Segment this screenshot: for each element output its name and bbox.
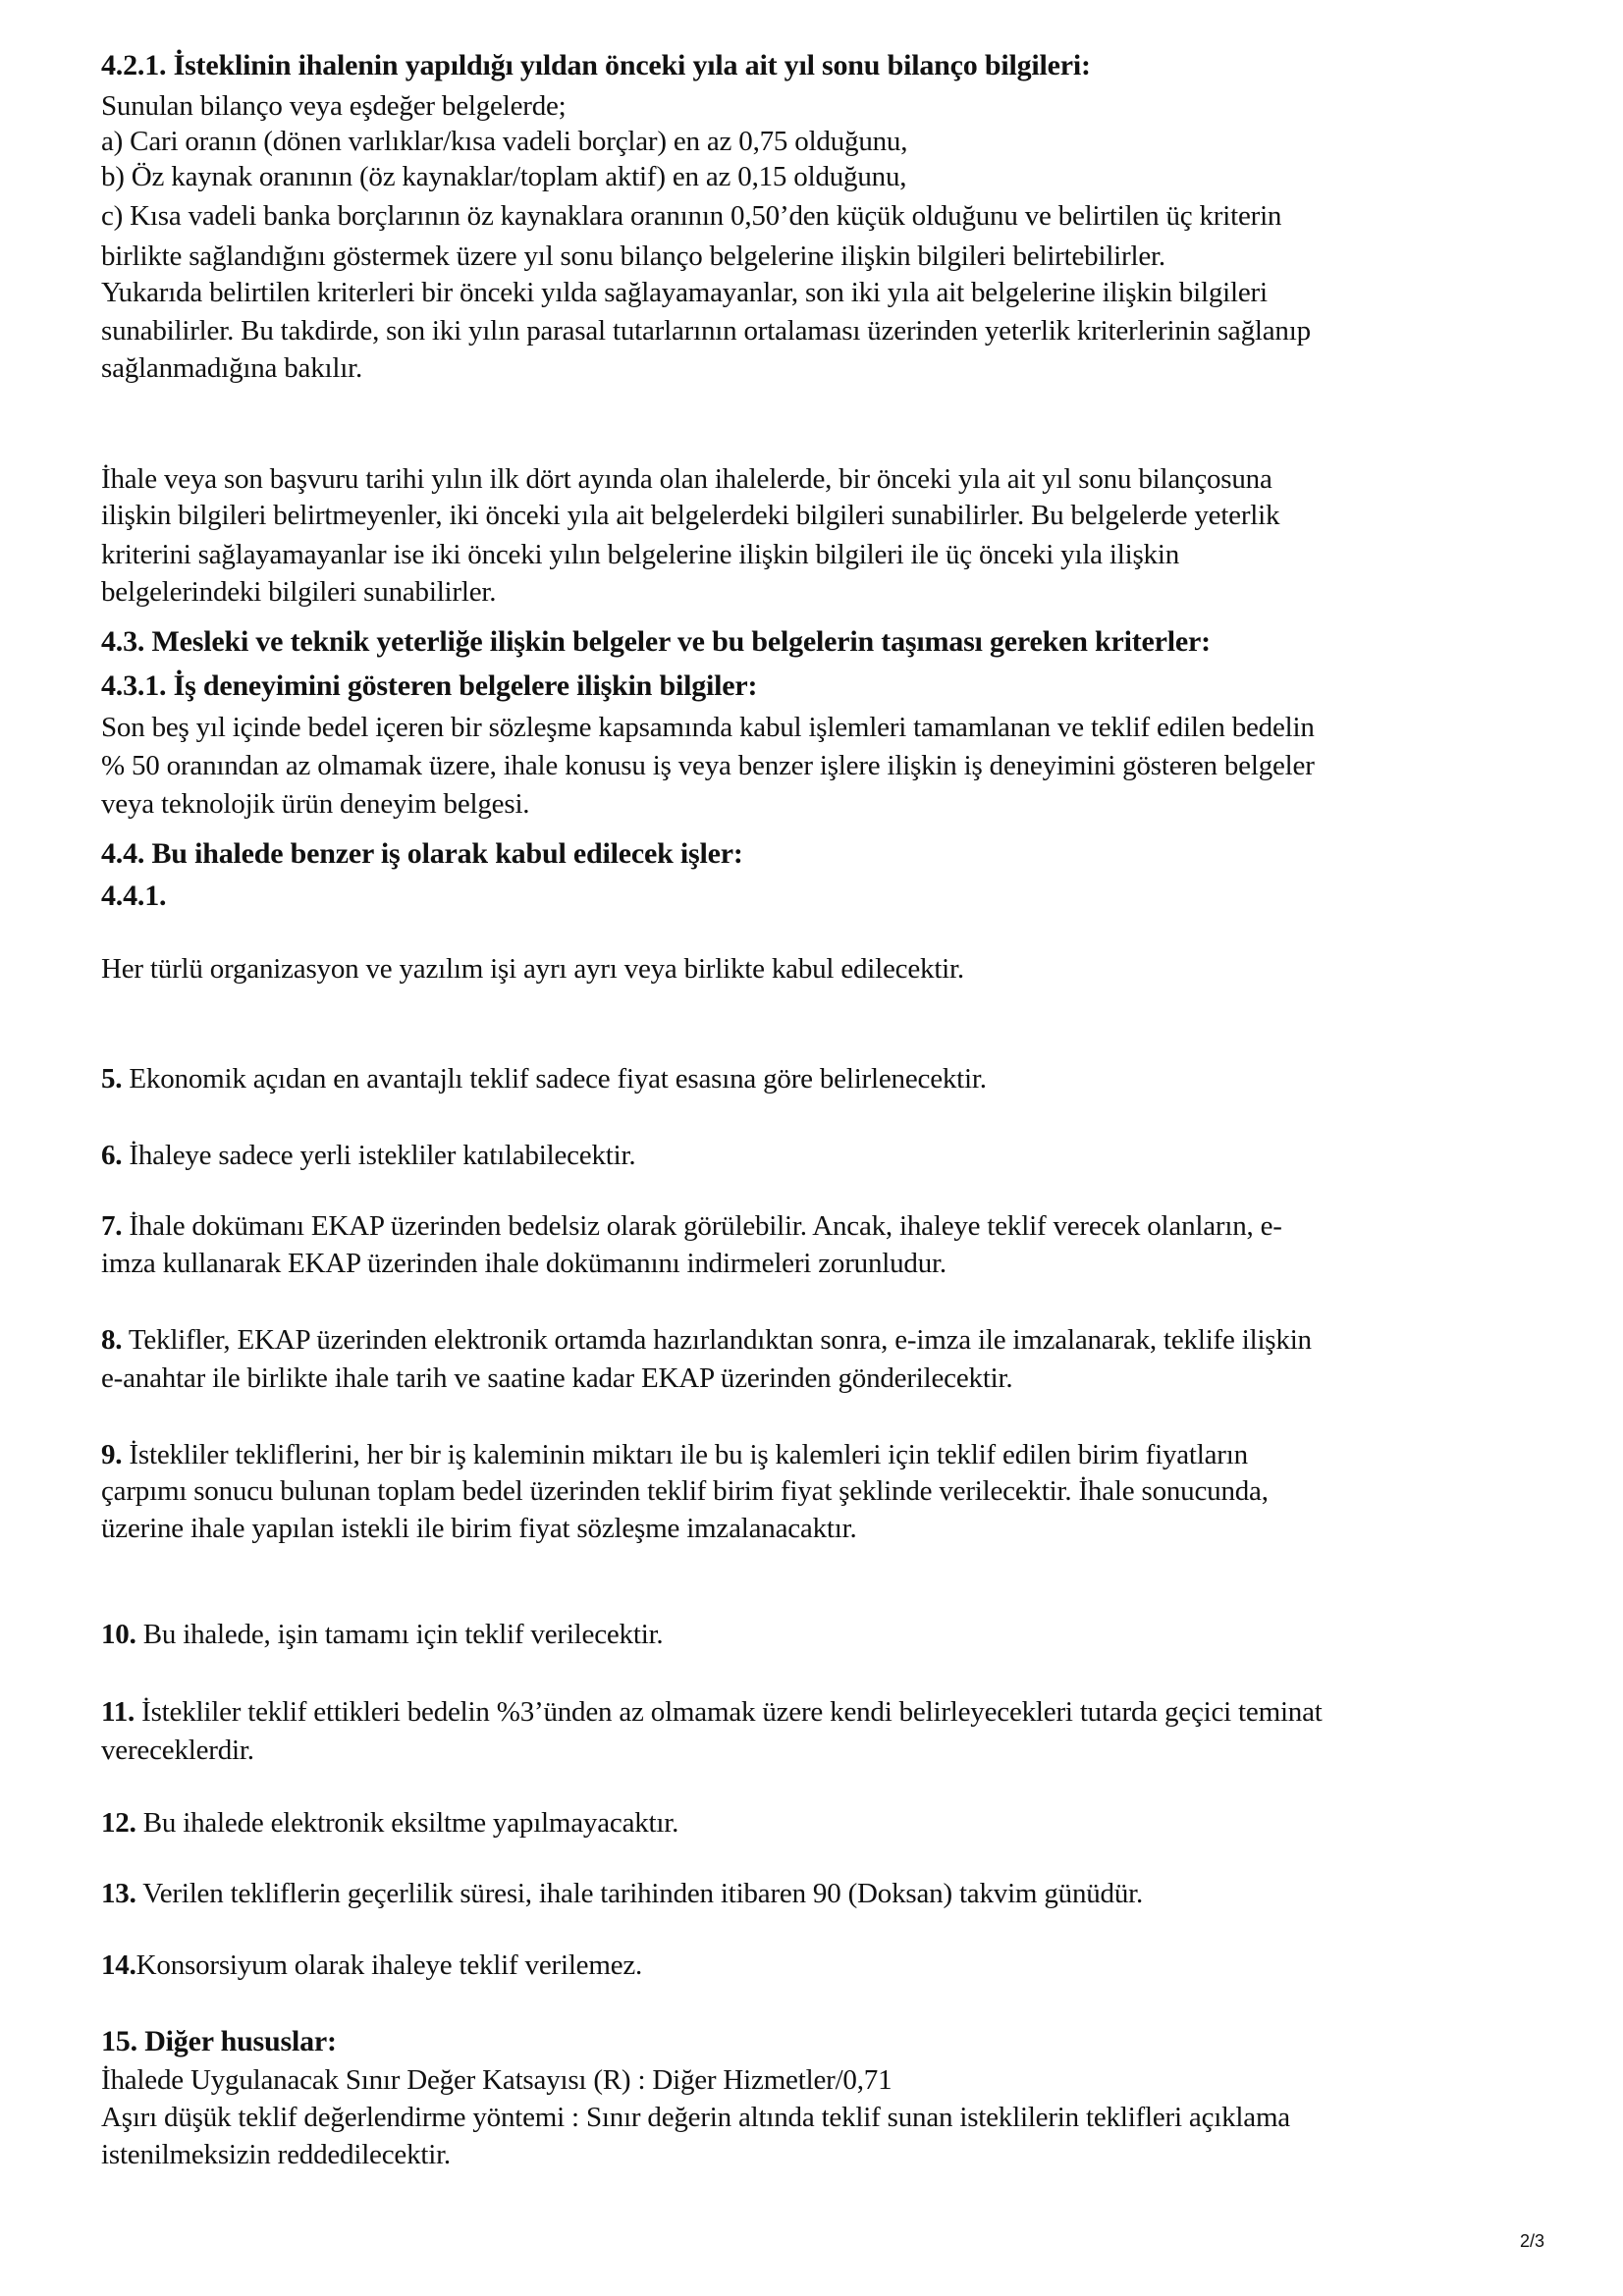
numbered-item-12 [101, 1806, 678, 1840]
numbered-item-8 [101, 1323, 1312, 1357]
paragraph-line: Her türlü organizasyon ve yazılım işi ayrı ayrı veya birlikte kabul edilecektir. [101, 953, 964, 985]
item-text: Ekonomik açıdan en avantajlı teklif sadece fiyat esasına göre belirlenecektir. [129, 1063, 987, 1095]
item-number: 14. [101, 1949, 136, 1981]
section-heading-4-4: 4.4. Bu ihalede benzer iş olarak kabul edilecek işler: [101, 837, 743, 870]
paragraph-line: kriterini sağlayamayanlar ise iki önceki yılın belgelerine ilişkin bilgileri ile üç önceki yıla ilişkin [101, 539, 1180, 570]
item-text: İstekliler tekliflerini, her bir iş kaleminin miktarı ile bu iş kalemleri için teklif edilen birim fiyatların [129, 1439, 1248, 1470]
paragraph-line: belgelerindeki bilgileri sunabilirler. [101, 576, 497, 608]
item-text: İhale dokümanı EKAP üzerinden bedelsiz olarak görülebilir. Ancak, ihaleye teklif verecek olanların, e- [129, 1210, 1282, 1242]
paragraph-line: İhale veya son başvuru tarihi yılın ilk dört ayında olan ihalelerde, bir önceki yıla ait yıl sonu bilançosuna [101, 463, 1272, 495]
item-text-continued: imza kullanarak EKAP üzerinden ihale dokümanını indirmeleri zorunludur. [101, 1248, 947, 1279]
paragraph-line: a) Cari oranın (dönen varlıklar/kısa vadeli borçlar) en az 0,75 olduğunu, [101, 126, 908, 157]
section-heading-4-2-1: 4.2.1. İsteklinin ihalenin yapıldığı yıldan önceki yıla ait yıl sonu bilanço bilgileri: [101, 49, 1091, 81]
numbered-item-7 [101, 1209, 1282, 1243]
paragraph-line: İhalede Uygulanacak Sınır Değer Katsayısı (R) : Diğer Hizmetler/0,71 [101, 2064, 893, 2096]
numbered-item-10 [101, 1618, 663, 1651]
item-text-continued: vereceklerdir. [101, 1735, 254, 1766]
paragraph-line: istenilmeksizin reddedilecektir. [101, 2139, 451, 2170]
item-text: İhaleye sadece yerli istekliler katılabilecektir. [129, 1140, 636, 1171]
item-number: 6. [101, 1140, 123, 1171]
item-number: 12. [101, 1807, 136, 1839]
item-number: 13. [101, 1878, 136, 1909]
paragraph-line: birlikte sağlandığını göstermek üzere yıl sonu bilanço belgelerine ilişkin bilgileri belirtebilirler. [101, 240, 1165, 272]
paragraph-line: c) Kısa vadeli banka borçlarının öz kaynaklara oranının 0,50’den küçük olduğunu ve belirtilen üç kriterin [101, 200, 1282, 232]
section-heading-4-3: 4.3. Mesleki ve teknik yeterliğe ilişkin belgeler ve bu belgelerin taşıması gereken kriterler: [101, 625, 1211, 658]
paragraph-line: Son beş yıl içinde bedel içeren bir sözleşme kapsamında kabul işlemleri tamamlanan ve teklif edilen bedelin [101, 712, 1315, 743]
paragraph-line: % 50 oranından az olmamak üzere, ihale konusu iş veya benzer işlere ilişkin iş deneyimini gösteren belgeler [101, 750, 1315, 781]
item-text: Teklifler, EKAP üzerinden elektronik ortamda hazırlandıktan sonra, e-imza ile imzalanarak, teklife ilişkin [128, 1324, 1312, 1356]
paragraph-line: Sunulan bilanço veya eşdeğer belgelerde; [101, 90, 567, 122]
section-heading-4-3-1: 4.3.1. İş deneyimini gösteren belgelere ilişkin bilgiler: [101, 669, 758, 702]
numbered-item-9 [101, 1438, 1248, 1471]
paragraph-line: Aşırı düşük teklif değerlendirme yöntemi : Sınır değerin altında teklif sunan isteklilerin teklifleri açıklama [101, 2102, 1290, 2133]
item-text: Konsorsiyum olarak ihaleye teklif verilemez. [135, 1949, 643, 1981]
item-number: 8. [101, 1324, 123, 1356]
item-number: 7. [101, 1210, 123, 1242]
item-number: 11. [101, 1696, 135, 1728]
page-number: 2/3 [1520, 2231, 1545, 2251]
paragraph-line: ilişkin bilgileri belirtmeyenler, iki önceki yıla ait belgelerdeki bilgileri sunabilirler. Bu belgelerde yeterlik [101, 500, 1280, 531]
numbered-item-5 [101, 1062, 987, 1095]
item-text-continued: çarpımı sonucu bulunan toplam bedel üzerinden teklif birim fiyat şeklinde verilecektir. İhale sonucunda, [101, 1475, 1269, 1507]
item-text: İstekliler teklif ettikleri bedelin %3’ünden az olmamak üzere kendi belirleyecekleri tutarda geçici teminat [141, 1696, 1323, 1728]
numbered-item-6 [101, 1139, 635, 1172]
item-number: 10. [101, 1619, 136, 1650]
item-number: 5. [101, 1063, 123, 1095]
item-text-continued: üzerine ihale yapılan istekli ile birim fiyat sözleşme imzalanacaktır. [101, 1513, 857, 1544]
numbered-item-13 [101, 1877, 1143, 1910]
paragraph-line: sağlanmadığına bakılır. [101, 352, 363, 384]
numbered-item-11 [101, 1695, 1323, 1729]
paragraph-line: b) Öz kaynak oranının (öz kaynaklar/toplam aktif) en az 0,15 olduğunu, [101, 161, 907, 192]
item-text-continued: e-anahtar ile birlikte ihale tarih ve saatine kadar EKAP üzerinden gönderilecektir. [101, 1362, 1013, 1394]
item-text: Bu ihalede elektronik eksiltme yapılmayacaktır. [142, 1807, 679, 1839]
section-heading-4-4-1: 4.4.1. [101, 880, 167, 912]
item-number: 9. [101, 1439, 123, 1470]
paragraph-line: Yukarıda belirtilen kriterleri bir önceki yılda sağlayamayanlar, son iki yıla ait belgelerine ilişkin bilgileri [101, 277, 1268, 308]
item-text: Verilen tekliflerin geçerlilik süresi, ihale tarihinden itibaren 90 (Doksan) takvim günüdür. [142, 1878, 1144, 1909]
numbered-item-14 [101, 1949, 642, 1982]
section-heading-15: 15. Diğer hususlar: [101, 2025, 337, 2057]
item-text: Bu ihalede, işin tamamı için teklif verilecektir. [142, 1619, 664, 1650]
paragraph-line: veya teknolojik ürün deneyim belgesi. [101, 788, 530, 820]
paragraph-line: sunabilirler. Bu takdirde, son iki yılın parasal tutarlarının ortalaması üzerinden yeterlik kriterlerinin sağlanıp [101, 315, 1311, 347]
